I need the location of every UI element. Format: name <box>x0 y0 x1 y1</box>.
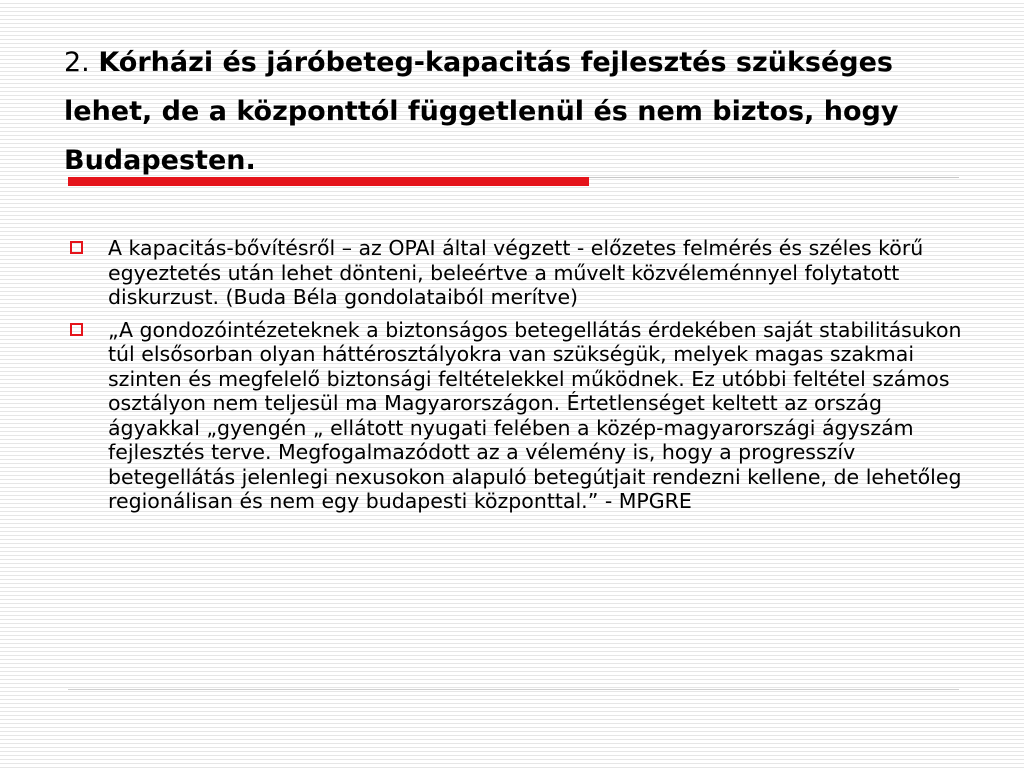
title-text: Kórházi és járóbeteg-kapacitás fejlesztés szükséges lehet, de a központtól függetlenül és nem biztos, hogy Budapesten. <box>64 47 899 176</box>
bullet-text: „A gondozóintézeteknek a biztonságos betegellátás érdekében saját stabilitásukon túl elsősorban olyan háttérosztályokra van szükségük, melyek magas szakmai szinten és megfelelő biztonsági feltételekkel működnek. Ez utóbbi feltétel számos osztályon nem teljesül ma Magyarországon. Értetlenséget keltett az ország ágyakkal „gyengén „ ellátott nyugati felében a közép-magyarországi ágyszám fejlesztés terve. Megfogalmazódott az a vélemény is, hogy a progresszív betegellátás jelenlegi nexusokon alapuló betegútjait rendezni kellene, de lehetőleg regionálisan és nem egy budapesti központtal.” - MPGRE <box>108 317 962 513</box>
footer-divider <box>68 689 959 690</box>
square-bullet-icon <box>70 323 83 336</box>
bullet-item <box>70 236 965 310</box>
bullet-text: A kapacitás-bővítésről – az OPAI által végzett - előzetes felmérés és széles körű egyeztetés után lehet dönteni, beleértve a művelt közvéleménnyel folytatott diskurzust. (Buda Béla gondolataiból merítve) <box>108 236 924 309</box>
title-accent-line <box>589 177 959 178</box>
slide-title <box>64 38 964 185</box>
title-accent-bar <box>68 177 589 186</box>
bullet-list <box>70 236 965 522</box>
bullet-item <box>70 318 965 514</box>
square-bullet-icon <box>70 241 83 254</box>
title-number: 2. <box>64 47 90 78</box>
